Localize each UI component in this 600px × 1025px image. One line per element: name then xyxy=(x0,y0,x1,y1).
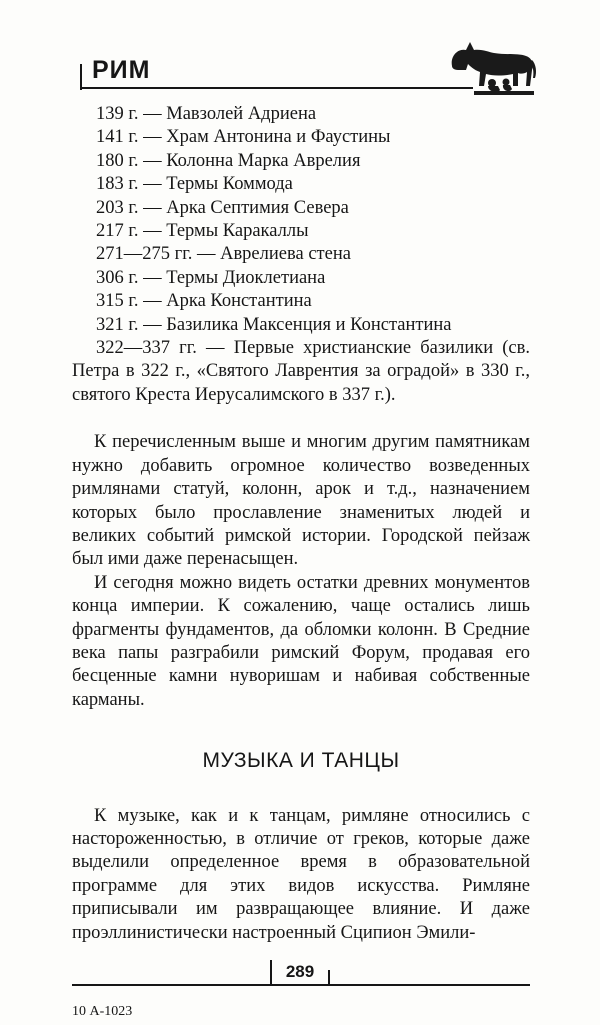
chronology-item: 315 г. — Арка Константина xyxy=(96,291,312,312)
running-title: РИМ xyxy=(92,56,151,84)
page-number: 289 xyxy=(285,962,315,981)
footer-rule xyxy=(72,984,530,986)
chronology-item: 183 г. — Термы Коммода xyxy=(96,174,293,195)
printer-signature: 10 А-1023 xyxy=(72,1004,133,1019)
header-rule xyxy=(80,87,473,89)
section-paragraph: К музыке, как и к танцам, римляне относились с настороженностью, в отличие от греков, которые даже выделили определенное время в образовательной программе для этих видов искусства. Римляне приписывали им развращающее влияние. И даже проэллинистически настроенный Сципион Эмили- xyxy=(72,805,530,943)
chronology-item: 217 г. — Термы Каракаллы xyxy=(96,221,309,242)
section-heading: МУЗЫКА И ТАНЦЫ xyxy=(202,749,400,773)
capitoline-wolf-icon xyxy=(448,36,538,96)
page-number-bracket-left xyxy=(270,960,272,985)
chronology-item: 180 г. — Колонна Марка Аврелия xyxy=(96,150,361,171)
chronology-item: 141 г. — Храм Антонина и Фаустины xyxy=(96,127,391,148)
page-number-bracket-right xyxy=(328,970,330,985)
chronology-item: 321 г. — Базилика Максенция и Константина xyxy=(96,314,452,335)
chronology-item: 306 г. — Термы Диоклетиана xyxy=(96,267,326,288)
chronology-item: 322—337 гг. — Первые христианские базилики (св. Петра в 322 г., «Святого Лаврентия за оградой» в 330 г., святого Креста Иерусалимского в 337 г.). xyxy=(72,338,530,405)
running-header xyxy=(80,36,540,86)
chronology-list xyxy=(72,103,530,407)
chronology-item: 139 г. — Мавзолей Адриена xyxy=(96,104,317,124)
page-body xyxy=(72,103,530,945)
chronology-item: 203 г. — Арка Септимия Севера xyxy=(96,197,349,218)
chronology-item: 271—275 гг. — Аврелиева стена xyxy=(96,244,351,265)
page-footer xyxy=(72,960,530,990)
paragraph: К перечисленным выше и многим другим памятникам нужно добавить огромное количество возведенных римлянами статуй, колонн, арок и т.д., назначением которых было прославление знаменитых людей и великих событий римской истории. Городской пейзаж был ими даже перенасыщен. xyxy=(72,432,530,570)
paragraph: И сегодня можно видеть остатки древних монументов конца империи. К сожалению, чаще остались лишь фрагменты фундаментов, да обломки колонн. В Средние века папы разграбили римский Форум, продавая его бесценные камни нуворишам и набивая собственные карманы. xyxy=(72,572,530,710)
